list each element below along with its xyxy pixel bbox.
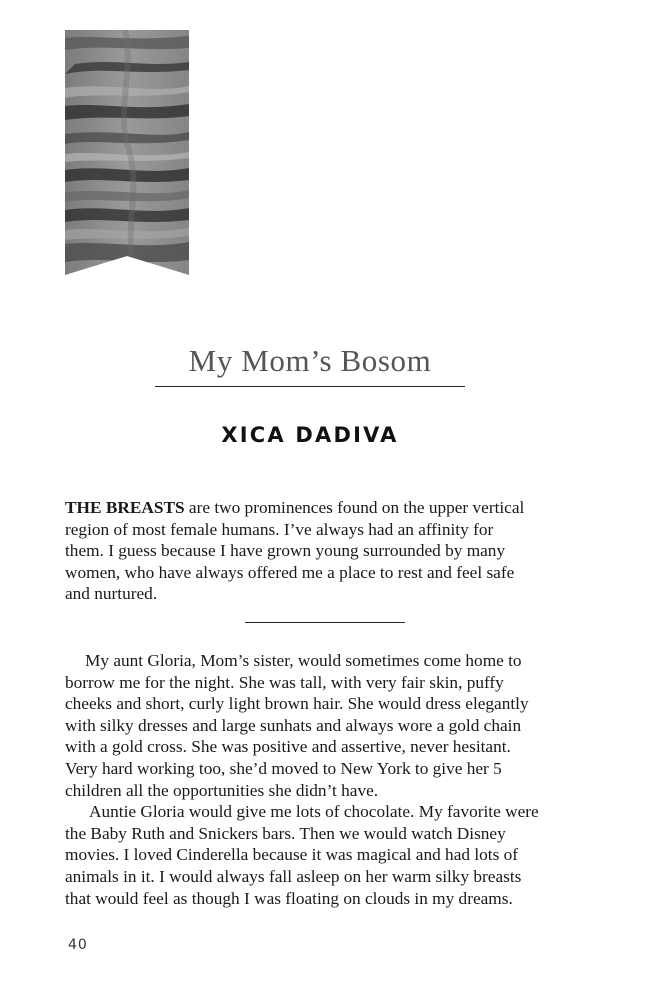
chapter-title: My Mom’s Bosom <box>188 343 432 378</box>
title-underline-divider <box>155 386 465 387</box>
body-paragraph-1-line: borrow me for the night. She was tall, with very fair skin, puffy <box>65 672 504 692</box>
lead-paragraph <box>65 497 575 605</box>
lead-paragraph-line: region of most female humans. I’ve always had an affinity for <box>65 519 494 539</box>
body-paragraph-1-line: My aunt Gloria, Mom’s sister, would sometimes come home to <box>85 651 522 670</box>
body-paragraph-2-line: Auntie Gloria would give me lots of chocolate. My favorite were <box>89 802 539 822</box>
lead-paragraph-line: them. I guess because I have grown young surrounded by many <box>65 541 506 561</box>
lead-line-text: are two prominences found on the upper vertical <box>184 498 525 517</box>
body-paragraph-1-line: children all the opportunities she didn’t have. <box>65 780 379 800</box>
lead-paragraph-line: women, who have always offered me a place to rest and feel safe <box>65 562 515 582</box>
lead-paragraph-line-1 <box>65 497 575 519</box>
body-paragraph-2-line: the Baby Ruth and Snickers bars. Then we would watch Disney <box>65 823 506 843</box>
body-paragraph-1-line: cheeks and short, curly light brown hair. She would dress elegantly <box>65 694 529 714</box>
author-name: XICA DADIVA <box>221 423 399 447</box>
lead-in-text: THE BREASTS <box>65 498 185 517</box>
body-text <box>65 650 575 909</box>
body-paragraph-1-line: Very hard working too, she’d moved to New York to give her 5 <box>65 758 502 778</box>
body-paragraph-2-line: animals in it. I would always fall asleep on her warm silky breasts <box>65 866 522 886</box>
body-paragraph-2-line: that would feel as though I was floating on clouds in my dreams. <box>65 888 513 908</box>
lead-paragraph-line: and nurtured. <box>65 584 158 604</box>
body-paragraph-2-line: movies. I loved Cinderella because it was magical and had lots of <box>65 845 519 865</box>
body-paragraph-1-line: with silky dresses and large sunhats and always wore a gold chain <box>65 715 522 735</box>
bookmark-ribbon-ornament <box>65 30 189 275</box>
body-paragraph-1-line: with a gold cross. She was positive and assertive, never hesitant. <box>65 737 511 757</box>
section-divider <box>245 622 405 623</box>
page-number: 40 <box>68 937 88 953</box>
